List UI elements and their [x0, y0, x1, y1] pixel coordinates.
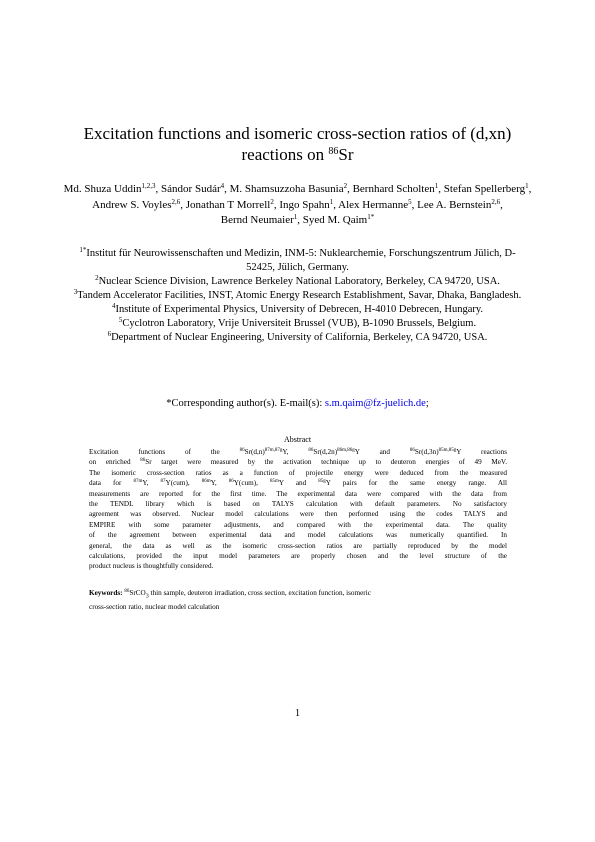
title-element: Sr [338, 145, 354, 164]
text-run: Sr(d,3n) [414, 448, 439, 456]
abstract-line [89, 530, 507, 540]
text-run: EMPIRE with some parameter adjustments, and compared with the experimental data. The quality [89, 520, 507, 529]
abstract-line [89, 499, 507, 509]
text-run: Y and [278, 479, 319, 488]
author-name: Jonathan T Morrell [185, 198, 271, 211]
author-separator: , [297, 214, 300, 226]
text-run: Y, [210, 479, 229, 488]
author [64, 183, 159, 195]
title-line-2 [70, 144, 525, 165]
email-link[interactable]: s.m.qaim@fz-juelich.de [324, 398, 426, 409]
paper-title [70, 123, 525, 165]
text-run: Y(cum), [233, 479, 270, 488]
author [444, 183, 532, 195]
subscript: 3 [145, 593, 149, 600]
author [417, 199, 503, 211]
affiliation [72, 247, 523, 275]
mass-number: 86m [201, 479, 211, 485]
text-run: on enriched [89, 458, 141, 467]
abstract-line [89, 489, 507, 499]
author-separator: , [224, 183, 227, 195]
affiliation-text: Tandem Accelerator Facilities, INST, Atomic Energy Research Establishment, Savar, Dhaka, Bangladesh. [77, 290, 522, 301]
affiliation-mark: 3 [73, 288, 78, 296]
affiliation-text: Institut für Neurowissenschaften und Medizin, INM-5: Nuklearchemie, Forschungszentrum Jülich, D-52425, Jülich, Germany. [86, 248, 516, 273]
author-affiliation-mark: 1,2,3 [141, 182, 156, 190]
mass-number: 85g [318, 479, 326, 485]
keywords-line-1 [89, 588, 507, 602]
author-separator: , [438, 183, 442, 195]
author-separator: , [333, 198, 336, 211]
text-run: SrCO [129, 589, 146, 597]
author [303, 214, 374, 226]
text-run: agreement was observed. Nuclear model calculations were then performed using the codes TALYS and [89, 510, 507, 519]
abstract-line [89, 520, 507, 530]
mass-number: 86 [239, 448, 245, 453]
author [161, 183, 227, 195]
author-affiliation-mark: 2,6 [171, 197, 181, 206]
text-run: general, the data as well as the isomeric cross-section ratios are partially reproduced by the model [89, 541, 507, 550]
affiliation-text: Nuclear Science Division, Lawrence Berkeley National Laboratory, Berkeley, CA 94720, USA. [98, 276, 500, 287]
author-name: Bernd Neumaier [220, 214, 294, 226]
author-affiliation-mark: 1 [293, 213, 298, 221]
author-affiliation-mark: 1 [525, 182, 529, 190]
author-name: Ingo Spahn [279, 198, 330, 211]
text-run: Y and [354, 448, 410, 456]
corresponding-suffix: ; [425, 398, 429, 409]
text-run: The isomeric cross-section ratios as a function of projectile energy were deduced from the measured [89, 468, 507, 477]
mass-number: 85m,85g [438, 448, 457, 453]
abstract-body [89, 447, 507, 572]
affiliation [72, 303, 523, 317]
author-name: Sándor Sudár [161, 183, 221, 195]
author-name: Stefan Spellerberg [443, 183, 526, 195]
author-name: M. Shamsuzzoha Basunia [229, 183, 344, 195]
text-run: the TENDL library which is based on TALYS calculation with default parameters. No satisfactory [89, 500, 507, 509]
author [279, 199, 336, 211]
abstract-line [89, 447, 507, 457]
affiliation [72, 331, 523, 345]
affiliation [72, 275, 523, 289]
keywords [89, 588, 507, 612]
mass-number: 87m [133, 479, 143, 485]
affiliation-text: Institute of Experimental Physics, University of Debrecen, H-4010 Debrecen, Hungary. [115, 304, 484, 315]
author-separator: , [155, 183, 159, 195]
author-separator: , [180, 198, 184, 211]
author-separator: , [528, 183, 532, 195]
author-affiliation-mark: 2 [343, 182, 348, 190]
text-run: Y reactions [456, 448, 507, 456]
text-run: Sr(d,2n) [313, 448, 338, 456]
mass-number: 87 [160, 479, 166, 485]
text-run: of the agreement between experimental data and model calculations was numerically quantified. In [89, 531, 507, 540]
affiliation-mark: 6 [107, 330, 112, 338]
title-line-1: Excitation functions and isomeric cross-section ratios of (d,xn) [83, 124, 512, 143]
author-affiliation-mark: 1 [434, 182, 439, 190]
page-number: 1 [294, 708, 301, 719]
affiliation-mark: 1* [79, 246, 87, 254]
title-line-2-prefix: reactions on [241, 145, 329, 164]
text-run: Y, [282, 448, 309, 456]
abstract-line [89, 468, 507, 478]
author-affiliation-mark: 4 [220, 182, 225, 190]
author [353, 183, 441, 195]
affiliation-mark: 4 [111, 302, 116, 310]
mass-number: 85m [269, 479, 279, 485]
corresponding-author [60, 397, 535, 411]
author-affiliation-mark: 2 [270, 197, 274, 206]
text-run: data for [89, 479, 134, 488]
text-run: product nucleus is thoughtfully considered. [89, 562, 214, 571]
mass-number: 86 [124, 589, 130, 594]
abstract-heading: Abstract [283, 435, 312, 444]
author-list [60, 182, 535, 229]
affiliation-mark: 2 [95, 274, 99, 282]
author-separator: , [273, 198, 277, 211]
text-run: calculations, provided the input model parameters are properly chosen and the level structure of the [89, 552, 507, 561]
abstract-line [89, 551, 507, 561]
mass-number: 86 [228, 479, 234, 485]
text-run: measurements are reported for the first time. The experimental data were compared with the data from [89, 489, 507, 498]
author-name: Md. Shuza Uddin [63, 183, 142, 195]
affiliation-mark: 5 [118, 316, 123, 324]
keywords-text-1 [123, 589, 371, 600]
author-affiliation-mark: 2,6 [491, 197, 501, 206]
abstract-line [89, 541, 507, 551]
keywords-line-2: cross-section ratio, nuclear model calculation [89, 602, 220, 611]
mass-number: 87m,87g [264, 448, 283, 453]
text-run: Sr(d,n) [244, 448, 265, 456]
affiliation-text: Department of Nuclear Engineering, University of California, Berkeley, CA 94720, USA. [111, 332, 488, 343]
abstract-line [89, 509, 507, 519]
mass-number: 86m,86g [337, 448, 355, 453]
abstract-line [89, 478, 507, 488]
text-run: thin sample, deuteron irradiation, cross section, excitation function, isomeric [148, 589, 371, 597]
author-affiliation-mark: 1 [329, 197, 334, 206]
text-run: Y, [142, 479, 161, 488]
author-name: Bernhard Scholten [352, 183, 435, 195]
corresponding-label: *Corresponding author(s). E-mail(s): [166, 398, 325, 409]
author-affiliation-mark: 5 [408, 197, 412, 206]
mass-number: 86 [308, 448, 314, 453]
author-affiliation-mark: 1* [367, 213, 375, 221]
affiliation [72, 317, 523, 331]
title-isotope-mass: 86 [328, 146, 339, 157]
author-name: Lee A. Bernstein [417, 198, 492, 211]
affiliation-list [72, 247, 523, 345]
author [338, 199, 414, 211]
affiliation [72, 289, 523, 303]
abstract-line [89, 457, 507, 467]
author-name: Alex Hermanne [338, 198, 409, 211]
author-name: Syed M. Qaim [302, 214, 368, 226]
author-separator: , [500, 198, 503, 211]
text-run: Excitation functions of the [89, 448, 240, 456]
author [92, 199, 183, 211]
mass-number: 86 [409, 448, 415, 453]
text-run: Y pairs for the same energy range. All [325, 479, 508, 488]
author [221, 214, 300, 226]
text-run: Y(cum), [165, 479, 202, 488]
author-name: Andrew S. Voyles [92, 198, 172, 211]
author [230, 183, 350, 195]
abstract-line [89, 561, 507, 571]
author-separator: , [347, 183, 350, 195]
author [186, 199, 277, 211]
text-run: Sr target were measured by the activation technique up to deuteron energies of 49 MeV. [145, 458, 507, 467]
affiliation-text: Cyclotron Laboratory, Vrije Universiteit Brussel (VUB), B-1090 Brussels, Belgium. [122, 318, 477, 329]
mass-number: 86 [140, 458, 146, 464]
author-separator: , [411, 198, 415, 211]
keywords-label: Keywords: [89, 589, 123, 597]
